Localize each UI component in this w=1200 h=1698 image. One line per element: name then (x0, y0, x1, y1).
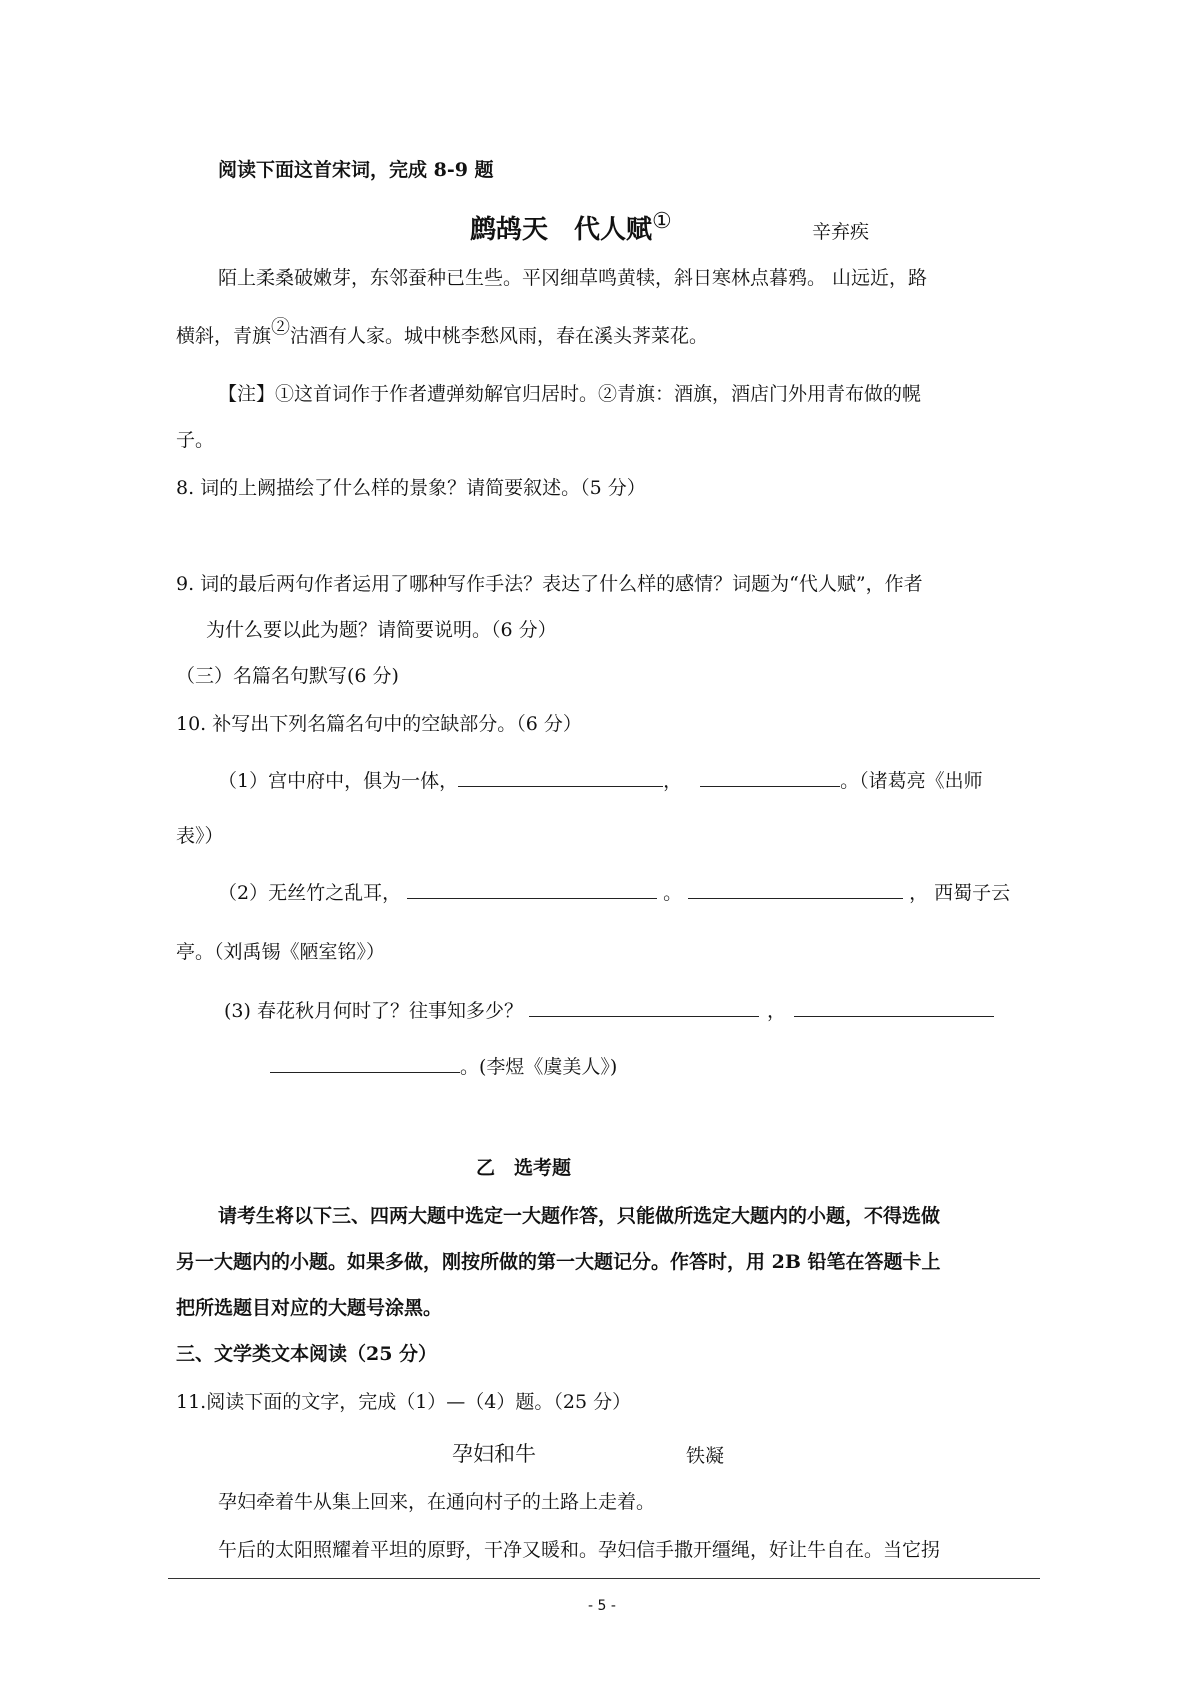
story-paragraph-1: 孕妇牵着牛从集上回来，在通向村子的土路上走着。 (218, 1491, 656, 1513)
fill-item-3-suffix: 。(李煜《虞美人》) (460, 1056, 618, 1078)
poem-author: 辛弃疾 (812, 221, 870, 243)
note-line-1: 【注】①这首词作于作者遭弹劾解官归居时。②青旗：酒旗，酒店门外用青布做的幌 (218, 383, 922, 405)
section-3-heading: （三）名篇名句默写(6 分) (176, 665, 399, 687)
part-b-instructions-3: 把所选题目对应的大题号涂黑。 (176, 1297, 443, 1319)
poem-title (470, 209, 672, 248)
part-b-heading: 乙 选考题 (476, 1157, 572, 1179)
fill-item-3-separator: ， (766, 1000, 786, 1022)
answer-blank-1a[interactable] (458, 768, 663, 787)
part-b-instructions-1: 请考生将以下三、四两大题中选定一大题作答，只能做所选定大题内的小题，不得选做 (218, 1205, 941, 1227)
fill-item-3-prefix: (3) 春花秋月何时了？往事知多少？ (224, 1000, 523, 1022)
answer-blank-3b[interactable] (794, 998, 994, 1017)
poem-line-2-part-a: 横斜，青旗 (176, 325, 272, 347)
question-11: 11.阅读下面的文字，完成（1）—（4）题。（25 分） (176, 1391, 632, 1413)
note-line-2: 子。 (176, 429, 215, 451)
fill-item-1-suffix: 。（诸葛亮《出师 (840, 770, 983, 792)
answer-blank-2b[interactable] (688, 880, 903, 899)
fill-item-1 (218, 768, 983, 793)
reading-intro: 阅读下面这首宋词，完成 8-9 题 (218, 159, 494, 181)
story-title: 孕妇和牛 (452, 1442, 536, 1466)
fill-item-3 (224, 998, 994, 1023)
answer-blank-1b[interactable] (700, 768, 840, 787)
fill-item-2-separator: 。 (663, 882, 683, 904)
section-3-literary-heading: 三、文学类文本阅读（25 分） (176, 1343, 438, 1365)
fill-item-1-separator: ， (663, 770, 683, 792)
answer-blank-3a[interactable] (529, 998, 759, 1017)
fill-item-3-continued (270, 1054, 617, 1079)
poem-title-text: 鹧鸪天 代人赋 (470, 215, 653, 245)
footer-divider (168, 1578, 1040, 1579)
question-10: 10. 补写出下列名篇名句中的空缺部分。（6 分） (176, 713, 582, 735)
answer-blank-3c[interactable] (270, 1054, 460, 1073)
fill-item-2-suffix: ， 西蜀子云 (909, 882, 1011, 904)
fill-item-2-continued: 亭。（刘禹锡《陋室铭》） (176, 941, 386, 963)
poem-title-note-mark: ① (652, 209, 672, 234)
question-9-line-2: 为什么要以此为题？请简要说明。（6 分） (206, 619, 557, 641)
part-b-instructions-2: 另一大题内的小题。如果多做，刚按所做的第一大题记分。作答时，用 2B 铅笔在答题卡上 (176, 1251, 941, 1273)
poem-line-2-part-b: 沽酒有人家。城中桃李愁风雨，春在溪头荠菜花。 (290, 325, 709, 347)
answer-blank-2a[interactable] (407, 880, 657, 899)
fill-item-2 (218, 880, 1010, 905)
fill-item-1-continued: 表》） (176, 825, 224, 847)
poem-line-1: 陌上柔桑破嫩芽，东邻蚕种已生些。平冈细草鸣黄犊，斜日寒林点暮鸦。 山远近，路 (218, 267, 928, 289)
story-paragraph-2: 午后的太阳照耀着平坦的原野，干净又暖和。孕妇信手撒开缰绳，好让牛自在。当它拐 (218, 1539, 941, 1561)
question-9-line-1: 9. 词的最后两句作者运用了哪种写作手法？表达了什么样的感情？词题为“代人赋”，作者 (176, 573, 923, 595)
story-author: 铁凝 (686, 1445, 725, 1467)
fill-item-1-prefix: （1）宫中府中，俱为一体， (218, 770, 459, 792)
question-8: 8. 词的上阙描绘了什么样的景象？请简要叙述。（5 分） (176, 477, 646, 499)
poem-line-2 (176, 316, 709, 348)
poem-line-2-note-mark: ② (271, 316, 291, 338)
page-number: - 5 - (588, 1598, 616, 1614)
fill-item-2-prefix: （2）无丝竹之乱耳， (218, 882, 402, 904)
